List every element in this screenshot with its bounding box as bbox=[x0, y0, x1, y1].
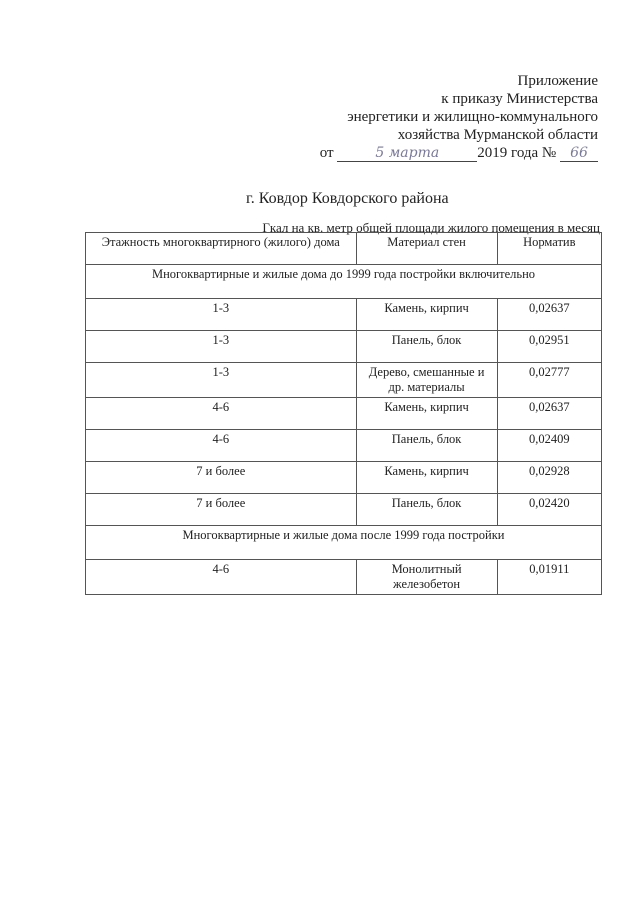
norm-cell: 0,02637 bbox=[497, 299, 601, 331]
floors-cell: 1-3 bbox=[86, 299, 357, 331]
floors-cell: 4-6 bbox=[86, 430, 357, 462]
table-section-row bbox=[86, 526, 602, 560]
table-row bbox=[86, 560, 602, 595]
column-header-floors: Этажность многоквартирного (жилого) дома bbox=[86, 233, 357, 265]
norm-cell: 0,01911 bbox=[497, 560, 601, 595]
material-cell: Монолитный железобетон bbox=[356, 560, 497, 595]
floors-cell: 7 и более bbox=[86, 462, 357, 494]
norm-cell: 0,02928 bbox=[497, 462, 601, 494]
table-row bbox=[86, 363, 602, 398]
section-title: Многоквартирные и жилые дома до 1999 года постройки включительно bbox=[86, 265, 602, 299]
handwritten-order-number: 66 bbox=[560, 145, 598, 162]
year-label: 2019 года № bbox=[477, 145, 557, 161]
floors-cell: 1-3 bbox=[86, 331, 357, 363]
document-header bbox=[320, 72, 598, 162]
appendix-label: Приложение bbox=[517, 73, 598, 89]
table-row bbox=[86, 430, 602, 462]
floors-cell: 4-6 bbox=[86, 560, 357, 595]
section-title: Многоквартирные и жилые дома после 1999 года постройки bbox=[86, 526, 602, 560]
order-reference: к приказу Министерства bbox=[441, 91, 598, 107]
units-note: Гкал на кв. метр общей площади жилого помещения в месяц bbox=[262, 220, 600, 235]
floors-cell: 1-3 bbox=[86, 363, 357, 398]
table-row bbox=[86, 331, 602, 363]
ministry-name-line1: энергетики и жилищно-коммунального bbox=[347, 109, 598, 125]
column-header-norm: Норматив bbox=[497, 233, 601, 265]
material-cell: Дерево, смешанные и др. материалы bbox=[356, 363, 497, 398]
floors-cell: 7 и более bbox=[86, 494, 357, 526]
norm-cell: 0,02777 bbox=[497, 363, 601, 398]
material-cell: Панель, блок bbox=[356, 331, 497, 363]
table-row bbox=[86, 299, 602, 331]
from-label: от bbox=[319, 145, 334, 161]
column-header-material: Материал стен bbox=[356, 233, 497, 265]
handwritten-date: 5 марта bbox=[337, 145, 477, 162]
table-row bbox=[86, 398, 602, 430]
table-row bbox=[86, 462, 602, 494]
table-header-row bbox=[86, 233, 602, 265]
norms-table bbox=[85, 232, 602, 595]
floors-cell: 4-6 bbox=[86, 398, 357, 430]
norm-cell: 0,02951 bbox=[497, 331, 601, 363]
material-cell: Камень, кирпич bbox=[356, 462, 497, 494]
material-cell: Камень, кирпич bbox=[356, 299, 497, 331]
norm-cell: 0,02409 bbox=[497, 430, 601, 462]
material-cell: Камень, кирпич bbox=[356, 398, 497, 430]
order-date-line bbox=[320, 144, 598, 162]
ministry-name-line2: хозяйства Мурманской области bbox=[397, 127, 598, 143]
city-title: г. Ковдор Ковдорского района bbox=[246, 190, 449, 207]
table-row bbox=[86, 494, 602, 526]
norm-cell: 0,02420 bbox=[497, 494, 601, 526]
norm-cell: 0,02637 bbox=[497, 398, 601, 430]
material-cell: Панель, блок bbox=[356, 430, 497, 462]
table-section-row bbox=[86, 265, 602, 299]
material-cell: Панель, блок bbox=[356, 494, 497, 526]
